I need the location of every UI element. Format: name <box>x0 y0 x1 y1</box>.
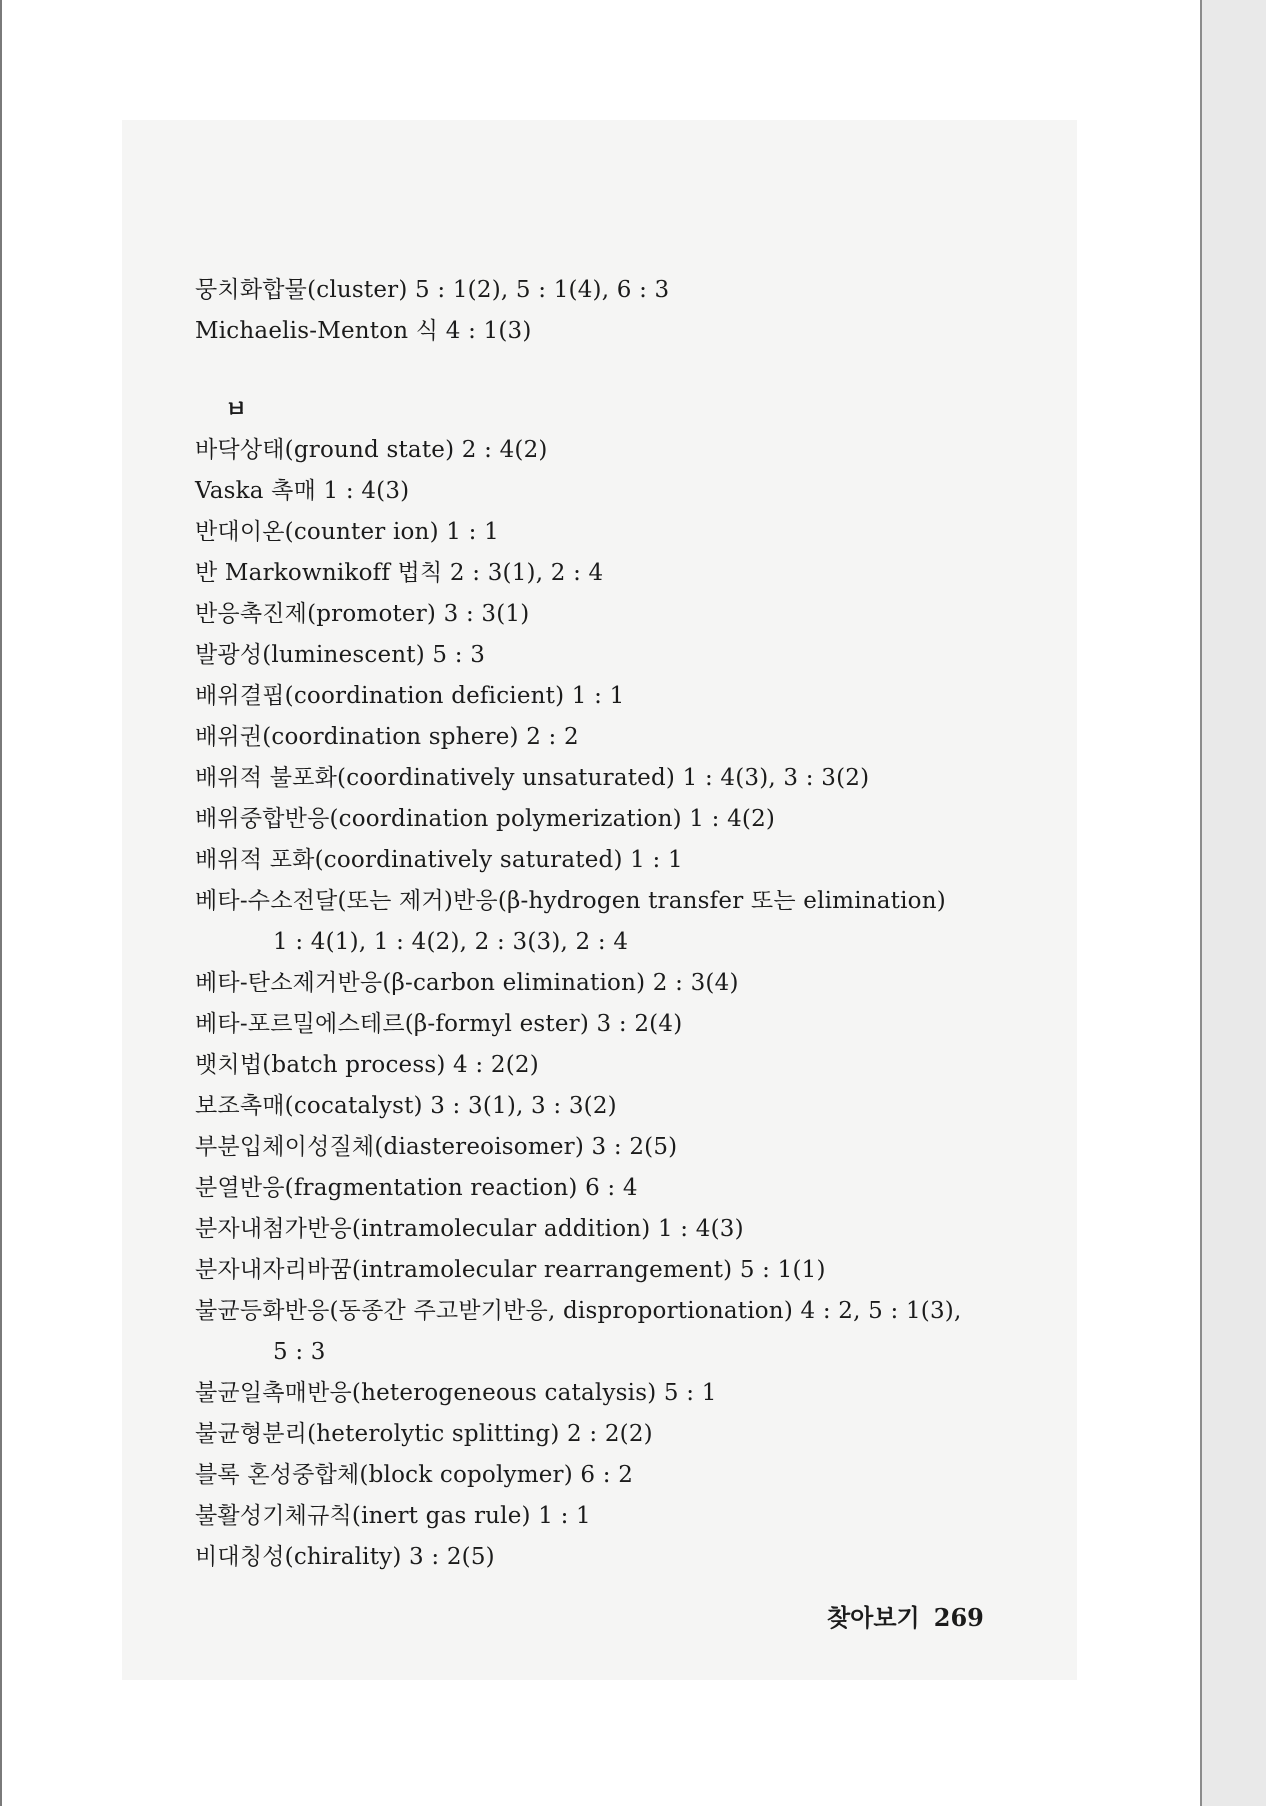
index-entry: 배위적 불포화(coordinatively unsaturated) 1 : 4(3), 3 : 3(2) <box>195 765 870 791</box>
index-entry: Vaska 촉매 1 : 4(3) <box>195 478 410 504</box>
index-entry: 배위권(coordination sphere) 2 : 2 <box>195 724 579 750</box>
index-entry: 분자내첨가반응(intramolecular addition) 1 : 4(3) <box>195 1216 744 1242</box>
index-entry: 바닥상태(ground state) 2 : 4(2) <box>195 437 548 463</box>
index-entry: Michaelis-Menton 식 4 : 1(3) <box>195 318 532 344</box>
index-entry: 반응촉진제(promoter) 3 : 3(1) <box>195 601 530 627</box>
index-entry: 비대칭성(chirality) 3 : 2(5) <box>195 1544 495 1570</box>
index-entry-continuation: 1 : 4(1), 1 : 4(2), 2 : 3(3), 2 : 4 <box>273 929 629 955</box>
index-entry: 분열반응(fragmentation reaction) 6 : 4 <box>195 1175 638 1201</box>
page-footer <box>827 1598 984 1638</box>
index-entry: 불활성기체규칙(inert gas rule) 1 : 1 <box>195 1503 591 1529</box>
index-entry: 분자내자리바꿈(intramolecular rearrangement) 5 : 1(1) <box>195 1257 826 1283</box>
page-number: 269 <box>933 1603 984 1632</box>
footer-label: 찾아보기 <box>827 1603 920 1632</box>
index-entry: 뱃치법(batch process) 4 : 2(2) <box>195 1052 539 1078</box>
index-entry: 반 Markownikoff 법칙 2 : 3(1), 2 : 4 <box>195 560 604 586</box>
index-entry: 보조촉매(cocatalyst) 3 : 3(1), 3 : 3(2) <box>195 1093 617 1119</box>
index-entry: 발광성(luminescent) 5 : 3 <box>195 642 486 668</box>
index-entry: 블록 혼성중합체(block copolymer) 6 : 2 <box>195 1462 634 1488</box>
index-entry: 부분입체이성질체(diastereoisomer) 3 : 2(5) <box>195 1134 678 1160</box>
index-entry: 배위적 포화(coordinatively saturated) 1 : 1 <box>195 847 683 873</box>
section-heading: ㅂ <box>225 396 248 423</box>
spacer <box>195 352 1055 389</box>
index-entry: 베타-포르밀에스테르(β-formyl ester) 3 : 2(4) <box>195 1011 683 1037</box>
index-entry-continuation: 5 : 3 <box>273 1339 326 1365</box>
index-entry: 뭉치화합물(cluster) 5 : 1(2), 5 : 1(4), 6 : 3 <box>195 277 670 303</box>
index-entry: 불균일촉매반응(heterogeneous catalysis) 5 : 1 <box>195 1380 717 1406</box>
index-entry: 배위결핍(coordination deficient) 1 : 1 <box>195 683 625 709</box>
index-entry: 베타-탄소제거반응(β-carbon elimination) 2 : 3(4) <box>195 970 739 996</box>
index-entry: 불균등화반응(동종간 주고받기반응, disproportionation) 4 : 2, 5 : 1(3), <box>195 1298 962 1324</box>
index-entry: 불균형분리(heterolytic splitting) 2 : 2(2) <box>195 1421 653 1447</box>
index-list <box>195 270 1055 1578</box>
index-entry: 배위중합반응(coordination polymerization) 1 : 4(2) <box>195 806 776 832</box>
index-entry: 반대이온(counter ion) 1 : 1 <box>195 519 499 545</box>
index-entry: 베타-수소전달(또는 제거)반응(β-hydrogen transfer 또는 elimination) <box>195 888 946 914</box>
